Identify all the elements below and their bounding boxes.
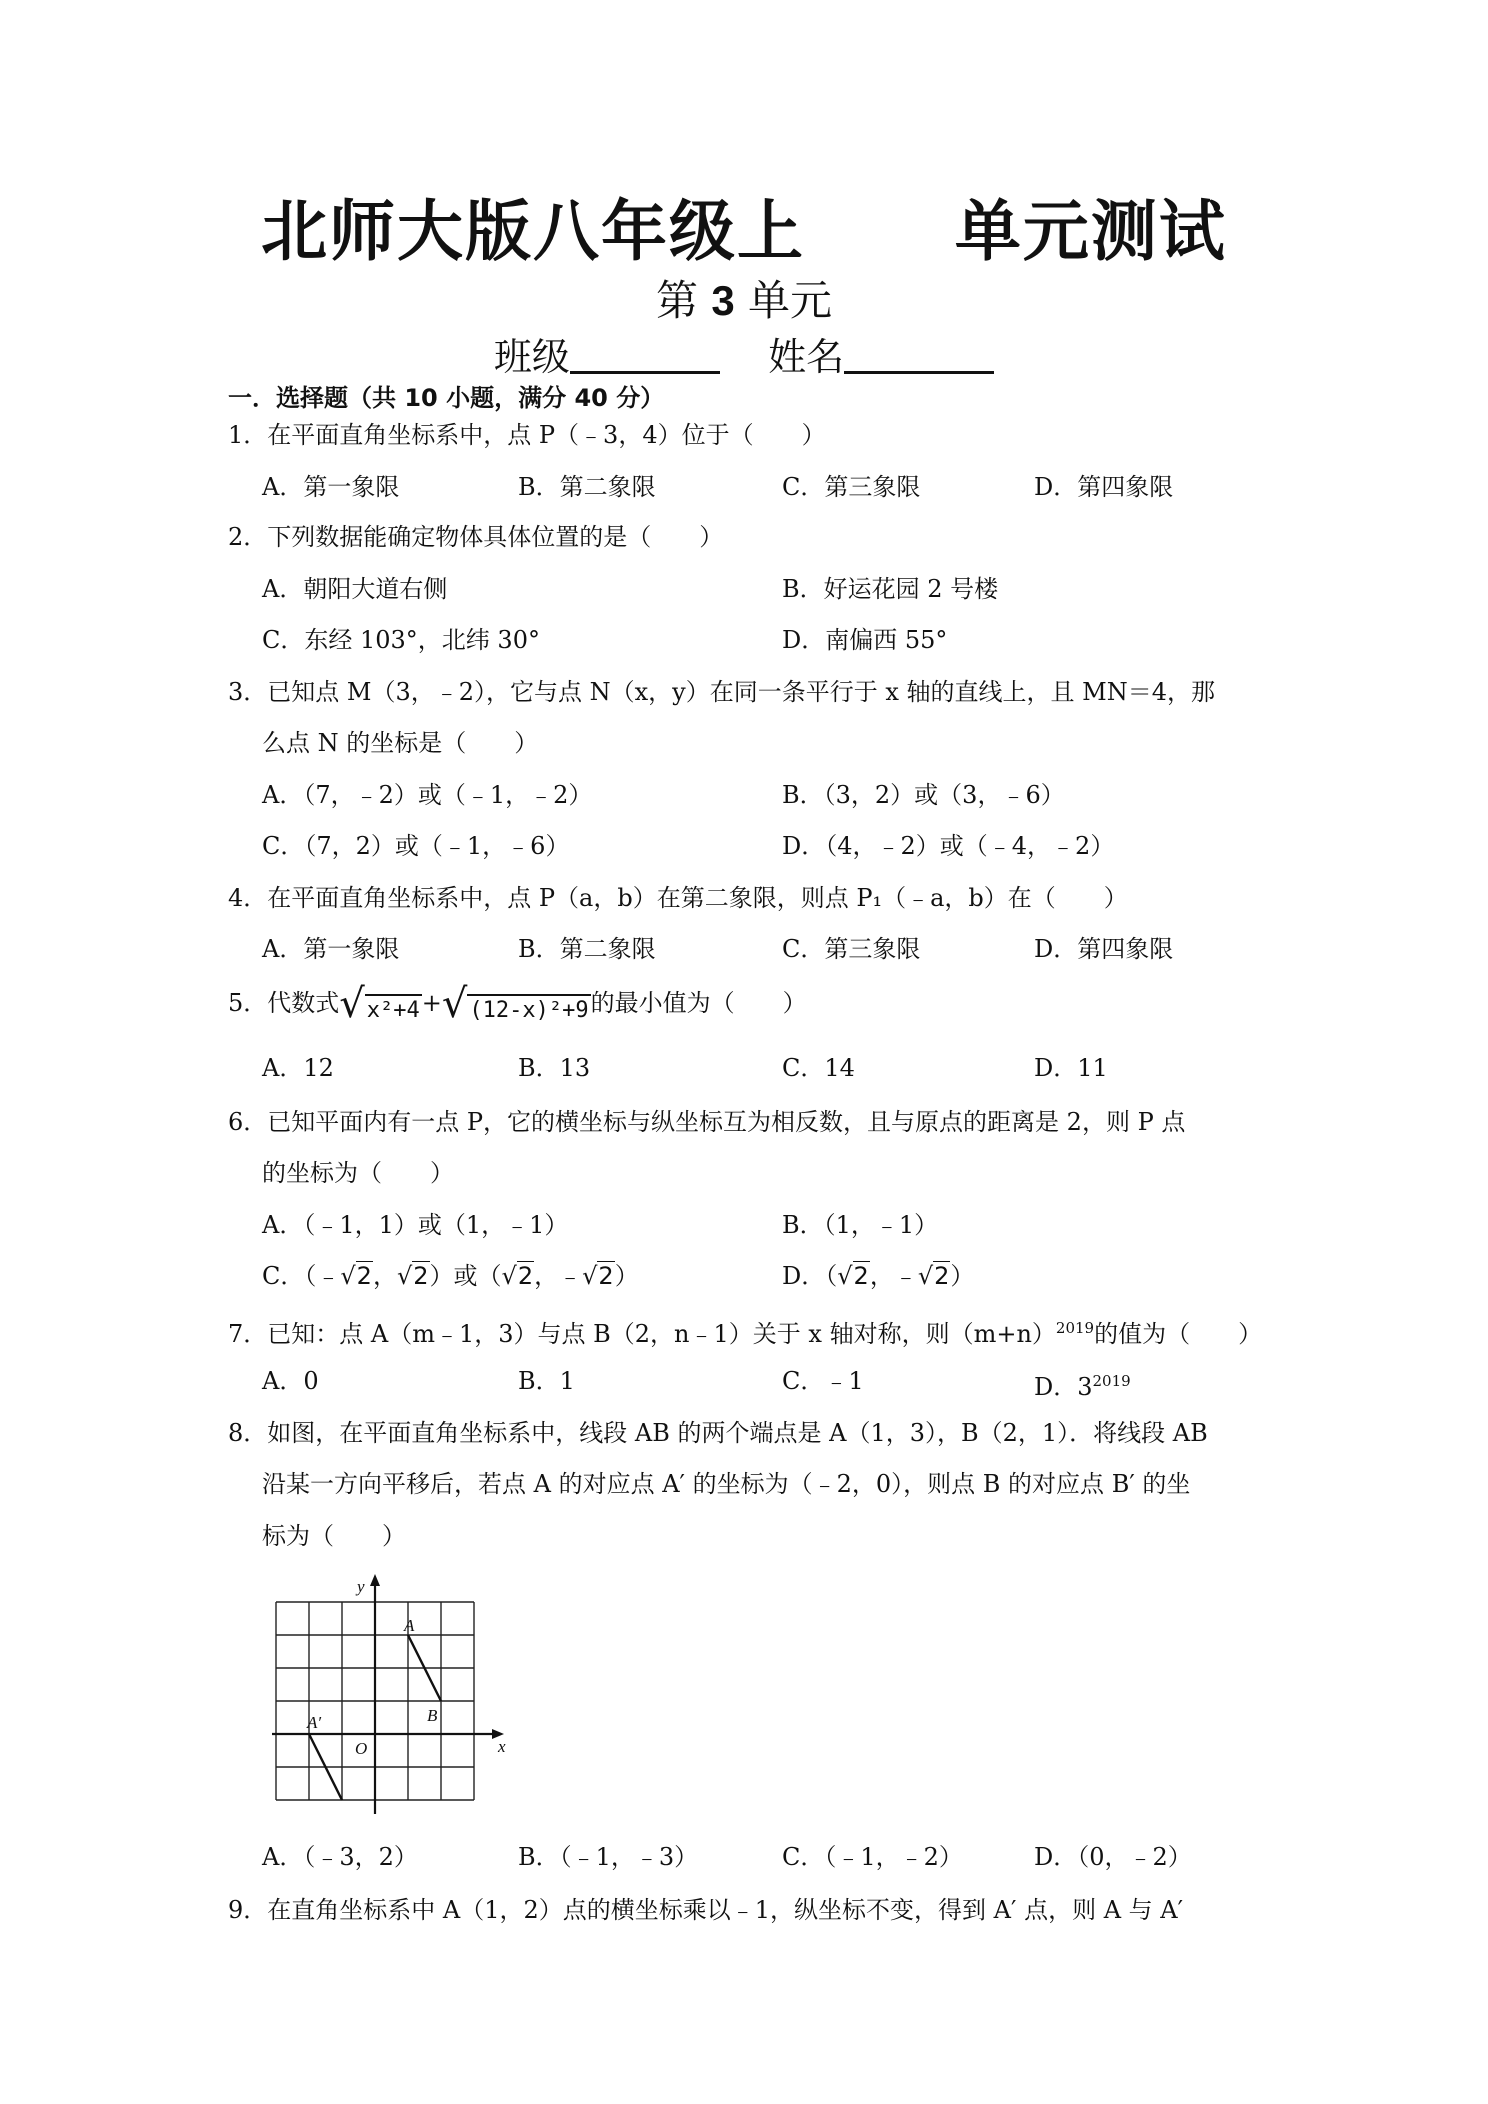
sqrt-icon: √2 (917, 1262, 950, 1290)
question-6-stem-line1: 6．已知平面内有一点 P，它的横坐标与纵坐标互为相反数，且与原点的距离是 2，则 P 点 (228, 1108, 1186, 1136)
q6c-pre: C．（﹣ (262, 1262, 341, 1290)
q5-radicand-1: x²+4 (365, 994, 422, 1026)
q6d-sqrt-1: 2 (853, 1262, 869, 1290)
y-axis-label: y (357, 1577, 365, 1596)
x-axis-label: x (498, 1737, 506, 1756)
q3-option-c[interactable]: C．（7，2）或（﹣1，﹣6） (262, 832, 570, 860)
q5-option-a[interactable]: A．12 (262, 1054, 334, 1082)
question-8-stem-line1: 8．如图，在平面直角坐标系中，线段 AB 的两个端点是 A（1，3），B（2，1）．将线段 AB (228, 1419, 1208, 1447)
q2-option-d[interactable]: D．南偏西 55° (782, 626, 948, 654)
q5-suffix: 的最小值为（ ） (590, 989, 807, 1017)
q8-option-c[interactable]: C．（﹣1，﹣2） (782, 1843, 963, 1871)
class-blank[interactable] (570, 337, 720, 374)
question-2-stem: 2．下列数据能确定物体具体位置的是（ ） (228, 523, 724, 551)
sqrt-icon: √2 (582, 1262, 614, 1290)
q8-option-a[interactable]: A．（﹣3，2） (262, 1843, 418, 1871)
page-title: 北师大版八年级上 单元测试 (261, 193, 1227, 270)
q6d-sqrt-2: 2 (934, 1262, 950, 1290)
q6d-post: ） (950, 1262, 975, 1290)
q5-radical-2 (441, 981, 591, 1027)
q4-option-d[interactable]: D．第四象限 (1034, 935, 1174, 963)
q6c-sqrt-1: 2 (356, 1262, 372, 1290)
question-3-stem-line1: 3．已知点 M（3，﹣2），它与点 N（x，y）在同一条平行于 x 轴的直线上，且 MN＝4，那 (228, 678, 1215, 706)
unit-subtitle (0, 268, 1488, 328)
question-9-stem-line1: 9．在直角坐标系中 A（1，2）点的横坐标乘以﹣1，纵坐标不变，得到 A′ 点，则 A 与 A′ (228, 1896, 1184, 1924)
q6-option-b[interactable]: B．（1，﹣1） (782, 1211, 939, 1239)
subtitle-num: 3 (711, 277, 735, 324)
q6c-mid3: ，﹣ (534, 1262, 583, 1290)
sqrt-icon: √ (441, 981, 468, 1027)
point-a-prime-label: A′ (307, 1713, 322, 1732)
q4-option-b[interactable]: B．第二象限 (518, 935, 656, 963)
question-5-stem (228, 981, 807, 1027)
q5-option-b[interactable]: B．13 (518, 1054, 591, 1082)
q7d-exponent: 2019 (1092, 1372, 1131, 1390)
q5-option-c[interactable]: C．14 (782, 1054, 855, 1082)
q4-option-c[interactable]: C．第三象限 (782, 935, 921, 963)
question-8-stem-line3: 标为（ ） (262, 1522, 406, 1550)
q5-radicand-2: (12-x)²+9 (467, 994, 590, 1026)
question-1-stem: 1．在平面直角坐标系中，点 P（﹣3，4）位于（ ） (228, 421, 826, 449)
sqrt-icon: √ (339, 981, 365, 1027)
sqrt-icon: √2 (501, 1262, 534, 1290)
q5-option-d[interactable]: D．11 (1034, 1054, 1108, 1082)
grid-svg (268, 1572, 508, 1832)
question-4-stem: 4．在平面直角坐标系中，点 P（a，b）在第二象限，则点 P₁（﹣a，b）在（ ） (228, 884, 1128, 912)
point-a-label: A (404, 1616, 415, 1635)
q1-option-b[interactable]: B．第二象限 (518, 473, 656, 501)
question-7-stem (228, 1313, 1262, 1349)
point-b-label: B (427, 1706, 438, 1725)
q8-option-d[interactable]: D．（0，﹣2） (1034, 1843, 1192, 1871)
y-axis-arrow-icon (370, 1574, 380, 1586)
q2-option-a[interactable]: A．朝阳大道右侧 (262, 575, 448, 603)
q2-option-b[interactable]: B．好运花园 2 号楼 (782, 575, 999, 603)
question-6-stem-line2: 的坐标为（ ） (262, 1159, 454, 1187)
q5-prefix: 5．代数式 (228, 989, 340, 1017)
q6d-mid: ，﹣ (869, 1262, 918, 1290)
q3-option-d[interactable]: D．（4，﹣2）或（﹣4，﹣2） (782, 832, 1115, 860)
q4-option-a[interactable]: A．第一象限 (262, 935, 400, 963)
q8-option-b[interactable]: B．（﹣1，﹣3） (518, 1843, 699, 1871)
q2-option-c[interactable]: C．东经 103°，北纬 30° (262, 626, 540, 654)
q3-option-b[interactable]: B．（3，2）或（3，﹣6） (782, 781, 1065, 809)
q1-option-d[interactable]: D．第四象限 (1034, 473, 1174, 501)
question-3-stem-line2: 么点 N 的坐标是（ ） (262, 729, 539, 757)
q7-stem-post: 的值为（ ） (1094, 1320, 1263, 1348)
q7-option-b[interactable]: B．1 (518, 1367, 575, 1395)
q6-option-d[interactable] (782, 1261, 974, 1291)
q6d-pre: D．（ (782, 1262, 838, 1290)
q6-option-c[interactable] (262, 1261, 639, 1291)
q6c-mid2: ）或（ (429, 1262, 502, 1290)
name-blank[interactable] (844, 337, 994, 374)
subtitle-post: 单元 (748, 276, 833, 325)
sqrt-icon: √2 (340, 1262, 372, 1290)
class-name-line (0, 326, 1488, 381)
sqrt-icon: √2 (837, 1262, 869, 1290)
q7d-base: D．3 (1034, 1373, 1093, 1401)
q7-option-c[interactable]: C．﹣1 (782, 1367, 864, 1395)
origin-label: O (355, 1739, 368, 1758)
q6-option-a[interactable]: A．（﹣1，1）或（1，﹣1） (262, 1211, 569, 1239)
question-8-stem-line2: 沿某一方向平移后，若点 A 的对应点 A′ 的坐标为（﹣2，0），则点 B 的对应点 B′ 的坐 (262, 1470, 1191, 1498)
q1-option-c[interactable]: C．第三象限 (782, 473, 921, 501)
class-label: 班级 (493, 335, 570, 379)
q5-plus: + (421, 989, 442, 1017)
coordinate-figure (268, 1572, 508, 1836)
subtitle-pre: 第 (655, 276, 698, 325)
q5-radical-1 (339, 981, 421, 1027)
q7-stem-pre: 7．已知：点 A（m﹣1，3）与点 B（2，n﹣1）关于 x 轴对称，则（m+n） (228, 1320, 1056, 1348)
section-heading: 一．选择题（共 10 小题，满分 40 分） (228, 384, 665, 412)
sqrt-icon: √2 (396, 1262, 429, 1290)
q7-option-d[interactable] (1034, 1366, 1131, 1402)
q6c-sqrt-3: 2 (517, 1262, 534, 1290)
q6c-sqrt-2: 2 (413, 1262, 429, 1290)
q6c-post: ） (614, 1262, 639, 1290)
q6c-mid1: ， (372, 1262, 397, 1290)
name-label: 姓名 (768, 335, 845, 379)
q6c-sqrt-4: 2 (598, 1262, 614, 1290)
q3-option-a[interactable]: A．（7，﹣2）或（﹣1，﹣2） (262, 781, 593, 809)
q7-option-a[interactable]: A．0 (262, 1367, 319, 1395)
q7-exponent: 2019 (1055, 1319, 1095, 1337)
q1-option-a[interactable]: A．第一象限 (262, 473, 400, 501)
